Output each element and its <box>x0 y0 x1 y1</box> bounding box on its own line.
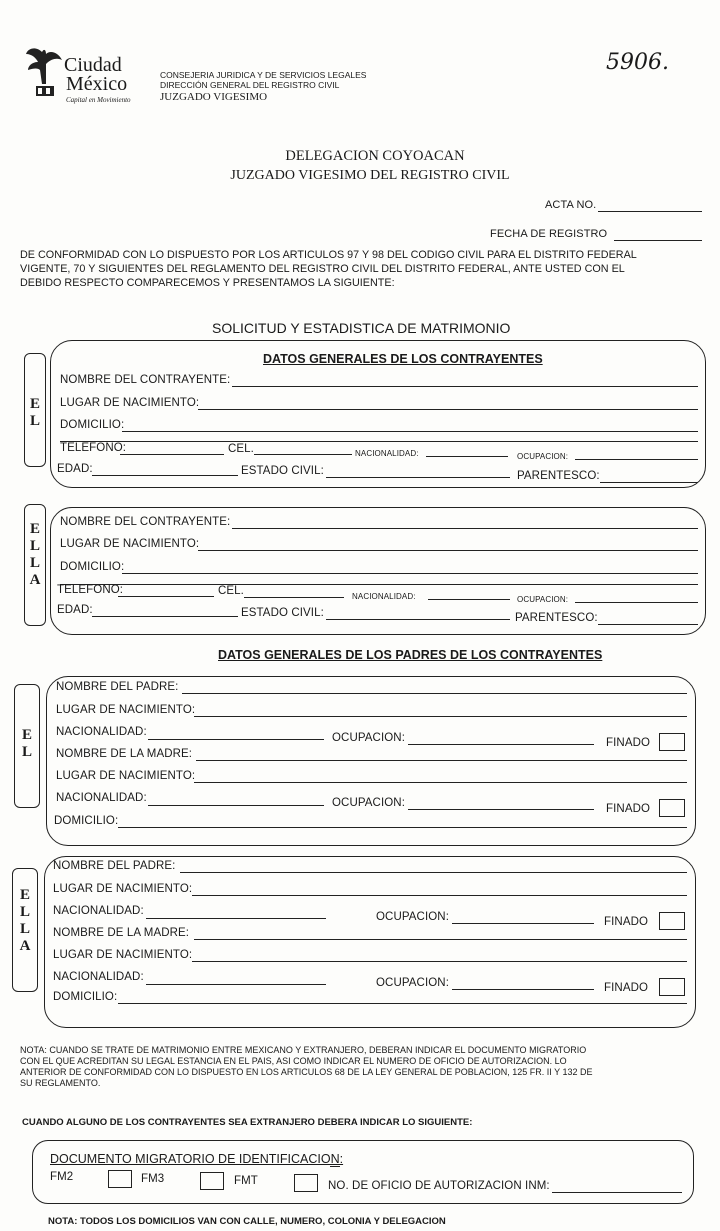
pella-padre-label: NOMBRE DEL PADRE: <box>53 860 176 872</box>
pella-finado-madre-checkbox[interactable] <box>659 978 685 996</box>
pel-padre-line[interactable] <box>182 693 687 694</box>
fecha-line[interactable] <box>614 240 702 241</box>
fmt-label: FMT <box>234 1175 258 1187</box>
pella-ocup-padre-line[interactable] <box>452 923 594 924</box>
el-telefono-label: TELEFONO: <box>60 442 127 454</box>
ella-domicilio-line2[interactable] <box>60 584 698 585</box>
pel-finado-padre-label: FINADO <box>606 737 651 749</box>
pel-padre-label: NOMBRE DEL PADRE: <box>56 681 179 693</box>
pel-lugar-madre-line[interactable] <box>194 782 687 783</box>
fecha-label: FECHA DE REGISTRO <box>490 228 608 240</box>
handwritten-number: 5906. <box>606 50 669 75</box>
pel-madre-line[interactable] <box>196 760 687 761</box>
pel-finado-padre-checkbox[interactable] <box>659 733 685 751</box>
pel-ocup-padre-label: OCUPACION: <box>332 732 405 744</box>
pel-finado-madre-label: FINADO <box>606 803 651 815</box>
el-nombre-label: NOMBRE DEL CONTRAYENTE: <box>60 374 231 386</box>
ella-telefono-line[interactable] <box>118 596 214 597</box>
cdmx-logo <box>22 44 140 106</box>
ella-nombre-line[interactable] <box>232 528 698 529</box>
el-domicilio-label: DOMICILIO: <box>60 419 125 431</box>
intro-line1: DE CONFORMIDAD CON LO DISPUESTO POR LOS ARTICULOS 97 Y 98 DEL CODIGO CIVIL PARA EL DISTRITO FEDERAL <box>20 249 637 261</box>
oficio-line[interactable] <box>552 1192 682 1193</box>
intro-line3: DEBIDO RESPECTO COMPARECEMOS Y PRESENTAMOS LA SIGUIENTE: <box>20 277 395 289</box>
nota1-line4: SU REGLAMENTO. <box>20 1078 101 1088</box>
side-label-el: E L <box>24 353 46 467</box>
fm3-label: FM3 <box>141 1173 165 1185</box>
org-line2: DIRECCIÓN GENERAL DEL REGISTRO CIVIL <box>160 80 340 90</box>
ella-cel-line[interactable] <box>244 597 344 598</box>
el-domicilio-line2[interactable] <box>60 441 698 442</box>
side-label-ella: E L L A <box>24 504 46 626</box>
form-title: SOLICITUD Y ESTADISTICA DE MATRIMONIO <box>212 320 511 336</box>
pella-nac-madre-line[interactable] <box>146 984 326 985</box>
el-nacionalidad-line[interactable] <box>426 456 508 457</box>
pella-finado-padre-label: FINADO <box>604 916 649 928</box>
pel-ocup-madre-line[interactable] <box>408 809 594 810</box>
logo-line2: México <box>66 73 128 95</box>
pel-madre-label: NOMBRE DE LA MADRE: <box>56 748 193 760</box>
pella-nac-padre-line[interactable] <box>146 918 326 919</box>
ella-parentesco-label: PARENTESCO: <box>515 612 598 624</box>
pella-finado-madre-label: FINADO <box>604 982 649 994</box>
pel-nac-madre-line[interactable] <box>148 805 324 806</box>
section2-title: DATOS GENERALES DE LOS PADRES DE LOS CONTRAYENTES <box>218 648 603 662</box>
acta-label: ACTA NO. <box>545 199 597 211</box>
el-edad-label: EDAD: <box>57 463 93 475</box>
pel-nac-padre-label: NACIONALIDAD: <box>56 726 147 738</box>
pella-nac-madre-label: NACIONALIDAD: <box>53 971 144 983</box>
el-ocupacion-line[interactable] <box>575 459 698 460</box>
pella-padre-line[interactable] <box>180 872 687 873</box>
pella-ocup-madre-line[interactable] <box>452 989 594 990</box>
nota1-line1: NOTA: CUANDO SE TRATE DE MATRIMONIO ENTRE MEXICANO Y EXTRANJERO, DEBERAN INDICAR EL DOCUMENTO MIGRATORIO <box>20 1045 587 1055</box>
acta-line[interactable] <box>598 211 702 212</box>
ella-ocupacion-label: OCUPACION: <box>517 595 569 604</box>
migratorio-title-line[interactable] <box>330 1166 340 1167</box>
pella-ocup-padre-label: OCUPACION: <box>376 911 449 923</box>
el-parentesco-label: PARENTESCO: <box>517 470 600 482</box>
pella-lugar-padre-label: LUGAR DE NACIMIENTO: <box>53 883 193 895</box>
fm2-checkbox[interactable] <box>108 1170 132 1188</box>
pella-lugar-madre-label: LUGAR DE NACIMIENTO: <box>53 949 193 961</box>
ella-ocupacion-line[interactable] <box>575 602 698 603</box>
pel-lugar-madre-label: LUGAR DE NACIMIENTO: <box>56 770 196 782</box>
fm3-checkbox[interactable] <box>200 1172 224 1190</box>
el-lugar-line[interactable] <box>198 409 698 410</box>
ella-parentesco-line[interactable] <box>598 624 698 625</box>
ella-nacionalidad-label: NACIONALIDAD: <box>352 592 416 601</box>
pel-finado-madre-checkbox[interactable] <box>659 799 685 817</box>
pella-lugar-madre-line[interactable] <box>192 961 687 962</box>
ella-edad-line[interactable] <box>92 616 238 617</box>
el-ocupacion-label: OCUPACION: <box>517 452 569 461</box>
pella-domicilio-line[interactable] <box>118 1003 687 1004</box>
ella-lugar-label: LUGAR DE NACIMIENTO: <box>60 538 200 550</box>
fm2-label: FM2 <box>50 1171 74 1183</box>
pella-finado-padre-checkbox[interactable] <box>659 912 685 930</box>
el-cel-label: CEL. <box>228 443 254 455</box>
pella-madre-line[interactable] <box>194 939 687 940</box>
pella-ocup-madre-label: OCUPACION: <box>376 977 449 989</box>
pel-lugar-padre-label: LUGAR DE NACIMIENTO: <box>56 704 196 716</box>
pella-domicilio-label: DOMICILIO: <box>53 991 118 1003</box>
el-estado-civil-label: ESTADO CIVIL: <box>241 465 324 477</box>
el-cel-line[interactable] <box>254 454 352 455</box>
title-juzgado: JUZGADO VIGESIMO DEL REGISTRO CIVIL <box>230 168 510 183</box>
pel-ocup-madre-label: OCUPACION: <box>332 797 405 809</box>
pel-ocup-padre-line[interactable] <box>408 744 594 745</box>
org-line3: JUZGADO VIGESIMO <box>160 91 268 103</box>
oficio-label: NO. DE OFICIO DE AUTORIZACION INM: <box>328 1180 550 1192</box>
logo-line1: Ciudad <box>64 54 122 76</box>
nota1-line2: CON EL QUE ACREDITAN SU LEGAL ESTANCIA EN EL PAIS, ASI COMO INDICAR EL NUMERO DE OFICIO DE AUTORIZACION. LO <box>20 1056 567 1066</box>
title-delegacion: DELEGACION COYOACAN <box>285 148 465 164</box>
padres-el-box <box>46 676 696 846</box>
side-label-padres-ella: E L L A <box>12 868 38 992</box>
ella-cel-label: CEL. <box>218 585 244 597</box>
el-telefono-line[interactable] <box>120 454 224 455</box>
ella-nombre-label: NOMBRE DEL CONTRAYENTE: <box>60 516 231 528</box>
el-nombre-line[interactable] <box>232 386 698 387</box>
el-parentesco-line[interactable] <box>600 482 698 483</box>
nota1-line3: ANTERIOR DE CONFORMIDAD CON LO DISPUESTO EN LOS ARTICULOS 68 DE LA LEY GENERAL DE POBLACION, 125 FR. II Y 132 DE <box>20 1067 593 1077</box>
el-domicilio-line[interactable] <box>122 431 698 432</box>
ella-estado-civil-line[interactable] <box>326 619 510 620</box>
angel-emblem-icon <box>22 44 66 100</box>
pella-madre-label: NOMBRE DE LA MADRE: <box>53 927 190 939</box>
ella-domicilio-label: DOMICILIO: <box>60 561 125 573</box>
logo-tagline: Capital en Movimiento <box>66 96 131 104</box>
ella-domicilio-line[interactable] <box>122 573 698 574</box>
el-estado-civil-line[interactable] <box>326 477 510 478</box>
pel-domicilio-label: DOMICILIO: <box>54 815 119 827</box>
ella-lugar-line[interactable] <box>198 550 698 551</box>
ella-nacionalidad-line[interactable] <box>428 599 510 600</box>
nota2: NOTA: TODOS LOS DOMICILIOS VAN CON CALLE, NUMERO, COLONIA Y DELEGACION <box>48 1216 446 1227</box>
el-lugar-label: LUGAR DE NACIMIENTO: <box>60 397 200 409</box>
pel-lugar-padre-line[interactable] <box>194 716 687 717</box>
pel-nac-padre-line[interactable] <box>148 739 324 740</box>
pella-nac-padre-label: NACIONALIDAD: <box>53 905 144 917</box>
fmt-checkbox[interactable] <box>294 1174 318 1192</box>
ella-estado-civil-label: ESTADO CIVIL: <box>241 607 324 619</box>
ella-edad-label: EDAD: <box>57 604 93 616</box>
intro-line2: VIGENTE, 70 Y SIGUIENTES DEL REGLAMENTO DEL REGISTRO CIVIL DEL DISTRITO FEDERAL, ANTE USTED CON EL <box>20 263 625 275</box>
pel-nac-madre-label: NACIONALIDAD: <box>56 792 147 804</box>
extranjero-note: CUANDO ALGUNO DE LOS CONTRAYENTES SEA EXTRANJERO DEBERA INDICAR LO SIGUIENTE: <box>22 1117 473 1128</box>
ella-telefono-label: TELEFONO: <box>57 584 124 596</box>
pella-lugar-padre-line[interactable] <box>192 895 687 896</box>
el-edad-line[interactable] <box>92 475 238 476</box>
section1-title: DATOS GENERALES DE LOS CONTRAYENTES <box>263 352 543 366</box>
side-label-padres-el: E L <box>14 684 40 808</box>
migratorio-title: DOCUMENTO MIGRATORIO DE IDENTIFICACION: <box>50 1152 344 1166</box>
el-nacionalidad-label: NACIONALIDAD: <box>355 449 419 458</box>
org-line1: CONSEJERIA JURIDICA Y DE SERVICIOS LEGALES <box>160 70 367 80</box>
pel-domicilio-line[interactable] <box>118 827 687 828</box>
